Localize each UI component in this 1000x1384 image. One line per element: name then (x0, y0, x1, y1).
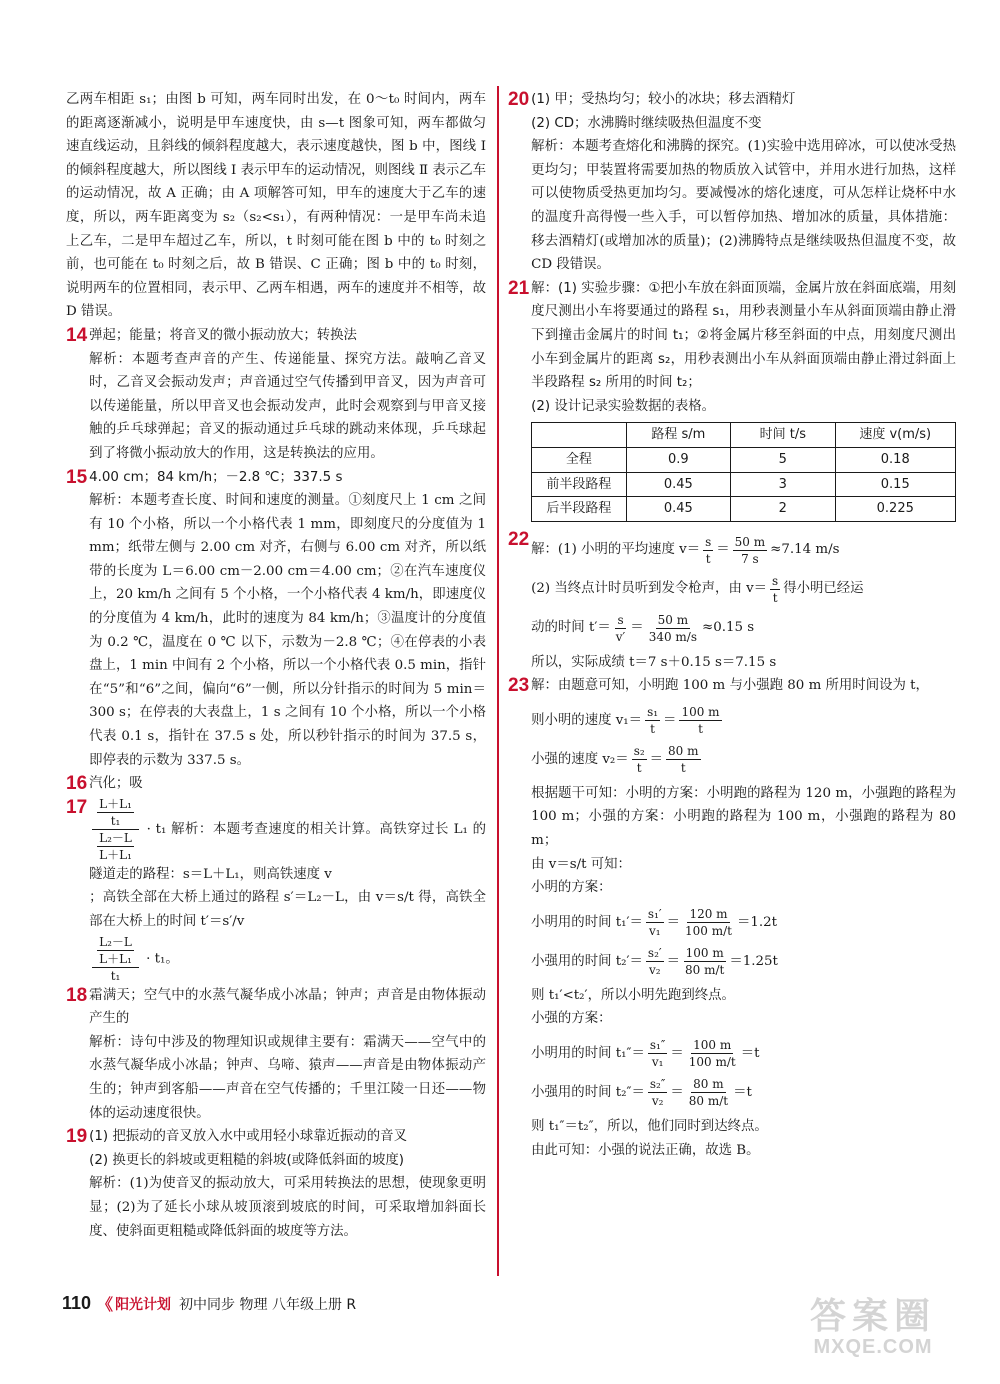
answer-22 (508, 528, 956, 675)
question-number: 15 (66, 466, 88, 488)
question-number: 18 (66, 984, 88, 1006)
table-header-row (532, 423, 956, 448)
fraction (646, 906, 664, 939)
answer-16 (66, 772, 486, 796)
question-number: 23 (508, 675, 530, 697)
equation-text: 则小明的速度 v₁＝ (531, 712, 643, 728)
fraction-denominator: 100 m/t (688, 1055, 736, 1070)
fraction-numerator: s₂′ (647, 945, 662, 960)
left-column (66, 88, 486, 1243)
fraction-numerator: L₂－L (99, 830, 132, 845)
fraction (687, 1076, 730, 1109)
table-cell: 0.15 (835, 472, 956, 497)
fraction-denominator: t (680, 760, 686, 775)
fraction-denominator: 340 m/s (648, 629, 697, 644)
equation-text: (2) 当终点计时员听到发令枪声，由 v＝ (531, 581, 768, 597)
fraction-denominator: t (705, 551, 711, 566)
fraction-denominator: t (636, 760, 642, 775)
answer-17-line2 (89, 886, 486, 933)
equation (531, 573, 956, 606)
qiang-plan-heading: 小强的方案： (531, 1011, 612, 1027)
book-title: 初中同步 物理 八年级上册 R (179, 1296, 357, 1313)
table-cell: 0.225 (835, 497, 956, 522)
final-answer: 由此可知：小强的说法正确，故选 B。 (531, 1142, 760, 1158)
fraction-numerator: L₂－L (99, 934, 132, 949)
fraction-numerator: 50 m (734, 534, 766, 549)
answer-17-head: · t₁ 解析：本题考查速度的相关计算。高铁穿过长 L₁ 的隧道走的路程：s＝L＋L₁，则高铁速度 v (89, 821, 486, 882)
equation-text: ＝ (670, 1084, 684, 1100)
answer-part-1: (1) 把振动的音叉放入水中或用轻小球靠近振动的音叉 (89, 1129, 407, 1145)
fraction-numerator: 80 m (668, 743, 699, 758)
fraction-denominator: L＋L₁ (99, 847, 132, 862)
equation-text: ＝1.2t (736, 914, 778, 930)
right-column (508, 88, 956, 1162)
table-cell: 0.18 (835, 447, 956, 472)
chevron-icon: 《 (97, 1295, 114, 1314)
fraction-numerator: 100 m (685, 945, 724, 960)
equation-text: ＝ (666, 914, 681, 930)
equation-text: ＝1.25t (729, 953, 778, 969)
answer-17-line1 (89, 796, 486, 887)
result-line: 所以，实际成绩 t＝7 s＋0.15 s＝7.15 s (531, 654, 777, 670)
fraction-denominator: t₁ (110, 968, 121, 983)
answer-17-line3 (89, 934, 486, 984)
question-number: 17 (66, 796, 88, 818)
watermark-text: 答案圈 (810, 1295, 937, 1336)
fraction-denominator: 80 m/t (688, 1094, 729, 1109)
page-footer (62, 1292, 356, 1315)
equation-text: ＝ (666, 953, 681, 969)
equation-text: 小明用的时间 t₁′＝ (531, 914, 643, 930)
fraction (92, 796, 139, 863)
equation-text: ＝ (630, 620, 644, 636)
answer-text: 弹起；能量；将音叉的微小振动放大；转换法 (89, 327, 357, 343)
equation-text: ＝t (733, 1084, 752, 1100)
watermark-url: MXQE.COM (813, 1336, 933, 1358)
watermark-logo (810, 1296, 936, 1359)
equation-text: ＝ (670, 1045, 684, 1061)
table-cell: 0.9 (626, 447, 731, 472)
fraction-numerator: s (617, 612, 624, 627)
table-header-cell: 路程 s/m (626, 423, 731, 448)
equation-text: ＝t (740, 1045, 760, 1061)
question-number: 21 (508, 277, 530, 299)
table-cell: 2 (731, 497, 835, 522)
table-intro: (2) 设计记录实验数据的表格。 (531, 398, 716, 414)
fraction-denominator: t (772, 590, 778, 605)
answer-17-mid: ；高铁全部在大桥上通过的路程 s′＝L₂－L，由 v＝s/t 得，高铁全部在大桥上的时间 t′＝s′/v (89, 890, 486, 929)
equation-text: 动的时间 t′＝ (531, 620, 611, 636)
table-cell: 0.45 (626, 472, 731, 497)
table-cell: 后半段路程 (532, 497, 626, 522)
data-table (531, 422, 956, 521)
fraction (666, 743, 700, 776)
answer-13-continued: 乙两车相距 s₁；由图 b 可知，两车同时出发，在 0～t₀ 时间内，两车的距离逐渐减小，说明是甲车速度快，由 s—t 图象可知，两车都做匀速直线运动，且斜线的倾斜程度越大，表示速度越快，图 b 中，图线 Ⅰ 的倾斜程度越大，所以图线 Ⅰ 表示甲车的运动情况，则图线 Ⅱ 表示乙车的运动情况，故 A 正确；由 A 项解答可知，甲车的速度大于乙车的速度，所以，两车距离变为 s₂（s₂<s₁），有两种情况：一是甲车尚未追上乙车，二是甲车超过乙车，所以，t 时刻可能在图 b 中的 t₀ 时刻之前，也可能在 t₀ 时刻之后，故 B 错误、C 正确；图 b 中的 t₀ 时刻，说明两车的位置相同，表示甲、乙两车相遇，两车的速度并不相等，故 D 错误。 (66, 92, 486, 320)
equation-text: 小强用的时间 t₂″＝ (531, 1084, 645, 1100)
fraction-numerator (92, 796, 139, 830)
fraction-denominator: t (650, 721, 655, 736)
fraction (92, 934, 139, 984)
fraction (770, 573, 780, 606)
answer-text: 汽化；吸 (89, 776, 143, 792)
experiment-steps: 解：(1) 实验步骤：①把小车放在斜面顶端，金属片放在斜面底端，用刻度尺测出小车将要通过的路程 s₁，用秒表测量小车从斜面顶端由静止滑下到撞击金属片的时间 t₁；②将金属片移至斜面的中点，用刻度尺测出小车到金属片的距离 s₂，用秒表测出小车从斜面顶端由静止滑过斜面上半段路程 s₂ 所用的时间 t₂； (531, 280, 956, 391)
table-header-cell (532, 423, 626, 448)
fraction-denominator: t (698, 721, 703, 736)
fraction-numerator: 120 m (689, 906, 728, 921)
table-header-cell: 时间 t/s (731, 423, 835, 448)
explanation: 解析：(1)为使音叉的振动放大，可采用转换法的思想，使现象更明显；(2)为了延长小球从坡顶滚到坡底的时间，可采取增加斜面长度、使斜面更粗糙或降低斜面的坡度等方法。 (89, 1176, 486, 1239)
equation (531, 743, 956, 776)
fraction-numerator: L＋L₁ (99, 796, 132, 811)
fraction-denominator: t₁ (110, 813, 121, 828)
explanation: 解析：本题考查声音的产生、传递能量、探究方法。敲响乙音叉时，乙音叉会振动发声；声音通过空气传播到甲音叉，因为声音可以传递能量，所以甲音叉也会振动发声，此时会观察到与甲音叉接触的乒乓球弹起；音叉的振动通过乒乓球的跳动来体现，乒乓球起到了将微小振动放大的作用，这是转换法的应用。 (89, 351, 486, 461)
question-number: 14 (66, 324, 88, 346)
answer-text: 霜满天；空气中的水蒸气凝华成小冰晶；钟声；声音是由物体振动产生的 (89, 987, 486, 1027)
answer-part-1: (1) 甲；受热均匀；较小的冰块；移去酒精灯 (531, 92, 796, 107)
fraction-numerator: s₁ (647, 704, 659, 719)
fraction (687, 1037, 738, 1070)
fraction (645, 704, 660, 737)
page-number: 110 (62, 1293, 92, 1313)
equation (531, 1076, 956, 1109)
fraction-numerator: 100 m (693, 1038, 732, 1053)
fraction-numerator: 50 m (657, 612, 689, 627)
equation-text: 小强的速度 v₂＝ (531, 751, 629, 767)
conclusion-2: 则 t₁″＝t₂″，所以，他们同时到达终点。 (531, 1119, 768, 1135)
fraction (679, 704, 721, 737)
equation-text: 解：(1) 小明的平均速度 v＝ (531, 542, 701, 558)
explanation: 解析：本题考查熔化和沸腾的探究。(1)实验中选用碎冰，可以使冰受热更均匀；甲装置将需要加热的物质放入试管中，并用水进行加热，这样可以使物质受热更加均匀。要减慢冰的熔化速度，可从怎样让烧杯中水的温度升高得慢一些入手，可以暂停加热、增加冰的质量，具体措施：移去酒精灯(或增加冰的质量)；(2)沸腾特点是继续吸热但温度不变，故 CD 段错误。 (531, 139, 956, 273)
equation (531, 704, 956, 737)
fraction-denominator: v′ (615, 629, 626, 644)
explanation: 解析：本题考查长度、时间和速度的测量。①刻度尺上 1 cm 之间有 10 个小格，所以一个小格代表 1 mm，即刻度尺的分度值为 1 mm；纸带左侧与 2.00 cm 对齐，右侧与 6.00 cm 对齐，所以纸带的长度为 L＝6.00 cm－2.00 cm＝4.00 cm；②在汽车速度仪上，20 km/h 之间有 5 个小格，一个小格代表 4 km/h，即速度仪的分度值为 4 km/h，此时的速度为 84 km/h；③温度计的分度值为 0.2 ℃，温度在 0 ℃ 以下，示数为－2.8 ℃；④在停表的小表盘上，1 min 中间有 2 个小格，所以一个小格代表 0.5 min，指针在“5”和“6”之间，偏向“6”一侧，所以分针指示的时间为 5 min＝300 s；在停表的大表盘上，1 s 之间有 10 个小格，所以一个小格代表 0.1 s，指针在 37.5 s 处，所以秒针指示的时间为 37.5 s，即停表的示数为 337.5 s。 (89, 493, 486, 768)
equation-text: ≈0.15 s (702, 620, 755, 636)
equation (531, 945, 956, 978)
fraction-numerator (92, 934, 139, 968)
equation-text: ＝ (716, 542, 730, 558)
fraction-numerator: s₁″ (649, 1038, 666, 1053)
fraction-numerator: s (772, 573, 779, 588)
equation-text: ≈7.14 m/s (770, 542, 840, 558)
fraction-denominator: L＋L₁ (99, 951, 132, 966)
table-header-cell: 速度 v(m/s) (835, 423, 956, 448)
answer-19 (66, 1125, 486, 1243)
fraction-denominator: v₂ (648, 962, 661, 977)
fraction-numerator: s (705, 534, 712, 549)
question-number: 19 (66, 1126, 88, 1148)
question-number: 20 (508, 89, 530, 110)
fraction (97, 830, 134, 863)
fraction-numerator: 80 m (693, 1077, 724, 1092)
brand-name: 阳光计划 (115, 1296, 172, 1313)
fraction (647, 612, 699, 645)
fraction (97, 796, 134, 829)
fraction-numerator: s₂″ (649, 1077, 666, 1092)
question-number: 22 (508, 528, 530, 550)
equation-text: ＝ (663, 712, 677, 728)
equation-text: 小强用的时间 t₂′＝ (531, 953, 643, 969)
fraction-denominator: v₁ (648, 923, 661, 938)
answer-15 (66, 466, 486, 773)
answer-21 (508, 277, 956, 528)
equation (531, 612, 956, 645)
fraction (683, 945, 726, 978)
fraction-numerator: s₂ (633, 743, 645, 758)
table-cell: 3 (731, 472, 835, 497)
answer-18 (66, 984, 486, 1126)
table-cell: 5 (731, 447, 835, 472)
explanation: 解析：诗句中涉及的物理知识或规律主要有：霜满天——空气中的水蒸气凝华成小冰晶；钟声、乌啼、猿声——声音是由物体振动产生的；钟声到客船——声音在空气传播的；千里江陵一日还——物体的运动速度很快。 (89, 1034, 486, 1121)
plan-description: 根据题干可知：小明的方案：小明跑的路程为 120 m，小强跑的路程为 100 m；小强的方案：小明跑的路程为 100 m，小强跑的路程为 80 m； (531, 785, 956, 849)
fraction (614, 612, 628, 645)
table-row (532, 472, 956, 497)
fraction-numerator: s₁′ (647, 906, 662, 921)
fraction (648, 1037, 667, 1070)
intro: 解：由题意可知，小明跑 100 m 与小强跑 80 m 所用时间设为 t， (531, 678, 929, 694)
equation-text: 得小明已经运 (783, 581, 864, 597)
table-cell: 0.45 (626, 497, 731, 522)
answer-14 (66, 324, 486, 466)
fraction (97, 934, 134, 967)
table-row (532, 497, 956, 522)
fraction-numerator: 100 m (681, 704, 720, 719)
table-cell: 全程 (532, 447, 626, 472)
column-divider (497, 86, 499, 1276)
table-cell: 前半段路程 (532, 472, 626, 497)
fraction (703, 534, 713, 567)
fraction-denominator (92, 830, 139, 863)
answer-part-2: (2) CD；水沸腾时继续吸热但温度不变 (531, 115, 762, 131)
fraction (683, 906, 734, 939)
fraction-denominator: v₁ (651, 1055, 664, 1070)
formula-note: 由 v＝s/t 可知： (531, 856, 631, 872)
fraction-denominator: 100 m/t (685, 923, 732, 938)
answer-text: 4.00 cm；84 km/h；－2.8 ℃；337.5 s (89, 469, 343, 485)
answer-17-end: · t₁。 (146, 951, 179, 967)
fraction (632, 743, 647, 776)
fraction-denominator: 80 m/t (685, 962, 725, 977)
question-number: 16 (66, 773, 88, 795)
conclusion-1: 则 t₁′<t₂′，所以小明先跑到终点。 (531, 987, 735, 1003)
answer-17 (66, 796, 486, 984)
answer-20 (508, 88, 956, 277)
fraction (646, 945, 664, 978)
equation (531, 534, 956, 567)
fraction (733, 534, 767, 567)
fraction (648, 1076, 667, 1109)
equation (531, 1037, 956, 1070)
table-row (532, 447, 956, 472)
equation-text: 小明用的时间 t₁″＝ (531, 1045, 645, 1061)
answer-part-2: (2) 换更长的斜坡或更粗糙的斜坡(或降低斜面的坡度) (89, 1152, 405, 1168)
answer-23 (508, 674, 956, 1162)
equation-text: ＝ (649, 751, 664, 767)
equation (531, 906, 956, 939)
fraction-denominator: 7 s (741, 551, 759, 566)
fraction-denominator: v₂ (651, 1094, 664, 1109)
ming-plan-heading: 小明的方案： (531, 880, 612, 896)
